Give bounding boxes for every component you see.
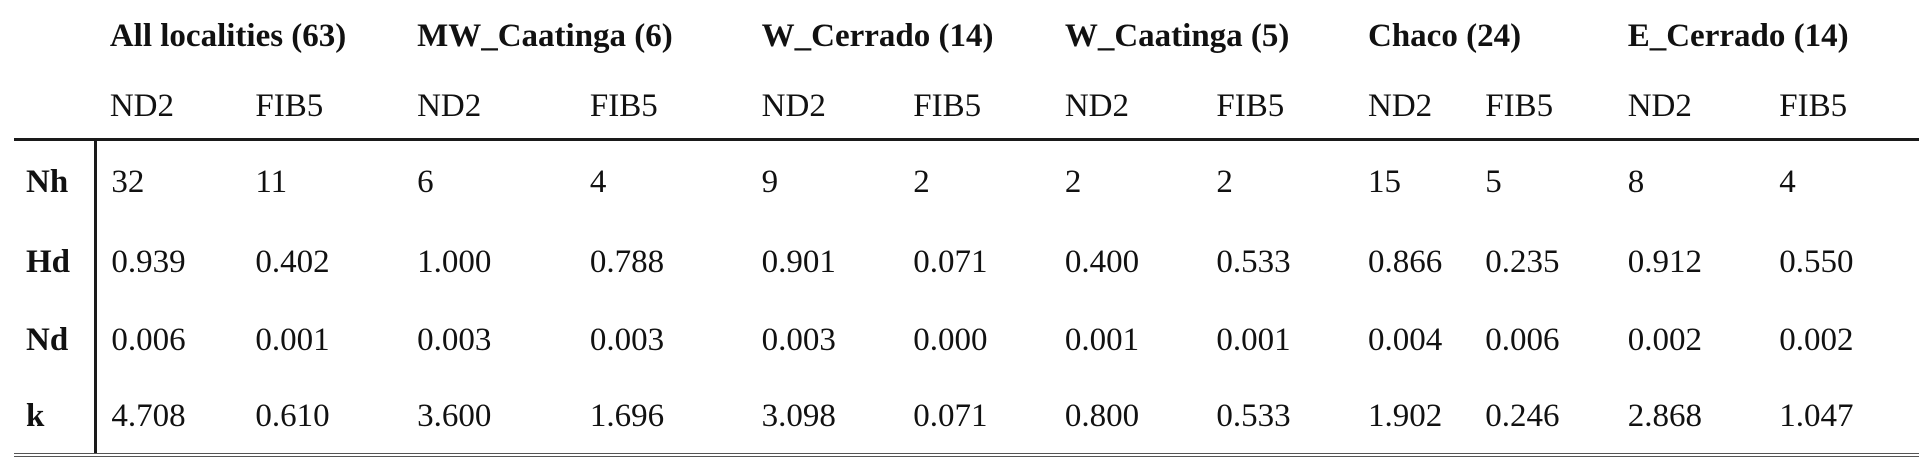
table-cell: 32	[111, 163, 145, 200]
column-header: ND2	[403, 70, 576, 140]
gene-header-row	[14, 70, 1919, 140]
table-cell: 3.600	[403, 379, 576, 455]
table-row	[14, 379, 1919, 455]
table-cell: 0.071	[899, 379, 1051, 455]
table-cell: 0.550	[1779, 243, 1854, 280]
table-cell: 0.000	[913, 321, 988, 358]
table-cell: 2	[1216, 163, 1233, 200]
table-cell: 0.001	[1216, 321, 1291, 358]
haplotype-diversity-table-container	[14, 0, 1919, 449]
table-cell: 0.003	[761, 321, 836, 358]
table-cell: 4	[589, 163, 607, 200]
table-cell: 0.788	[589, 243, 665, 280]
table-cell: 0.939	[111, 243, 186, 280]
table-cell: 0.006	[1485, 321, 1560, 358]
row-label: Nh	[14, 140, 96, 224]
corner-cell	[14, 70, 96, 140]
table-row	[14, 301, 1919, 379]
table-cell: 1.000	[417, 243, 492, 280]
table-cell: 6	[417, 163, 434, 200]
row-label: Hd	[14, 223, 96, 301]
group-header: MW_Caatinga (6)	[417, 17, 673, 54]
column-header: ND2	[1051, 70, 1203, 140]
table-cell: 15	[1368, 163, 1401, 200]
column-header: ND2	[96, 70, 242, 140]
group-header: All localities (63)	[109, 17, 347, 54]
column-header: ND2	[1614, 70, 1766, 140]
column-header: FIB5	[241, 70, 403, 140]
table-cell: 1.047	[1765, 379, 1919, 455]
table-cell: 0.533	[1202, 379, 1354, 455]
table-cell: 0.004	[1368, 321, 1443, 358]
table-cell: 0.610	[241, 379, 403, 455]
table-cell: 0.533	[1216, 243, 1291, 280]
table-cell: 0.866	[1368, 243, 1443, 280]
column-header: FIB5	[1471, 70, 1613, 140]
table-row	[14, 223, 1919, 301]
table-cell: 0.002	[1627, 321, 1702, 358]
corner-cell	[14, 0, 96, 70]
table-cell: 0.235	[1485, 243, 1560, 280]
group-header: W_Cerrado (14)	[761, 17, 994, 54]
table-cell: 9	[761, 163, 779, 200]
table-cell: 0.901	[761, 243, 836, 280]
table-cell: 5	[1485, 163, 1502, 200]
table-cell: 8	[1627, 163, 1645, 200]
column-header: ND2	[748, 70, 900, 140]
table-cell: 1.902	[1354, 379, 1471, 455]
table-cell: 0.002	[1779, 321, 1854, 358]
column-header: FIB5	[899, 70, 1051, 140]
column-header: FIB5	[1765, 70, 1919, 140]
column-header: ND2	[1354, 70, 1471, 140]
table-cell: 0.001	[1064, 321, 1140, 358]
column-header: FIB5	[576, 70, 748, 140]
table-cell: 2.868	[1614, 379, 1766, 455]
table-cell: 0.006	[111, 321, 186, 358]
row-label: k	[14, 379, 96, 455]
table-cell: 0.402	[255, 243, 330, 280]
table-cell: 2	[913, 163, 930, 200]
table-cell: 11	[255, 163, 288, 200]
table-row	[14, 140, 1919, 224]
table-cell: 2	[1064, 163, 1082, 200]
group-header: Chaco (24)	[1368, 17, 1522, 54]
table-cell: 0.912	[1627, 243, 1702, 280]
table-cell: 0.246	[1471, 379, 1613, 455]
table-cell: 3.098	[748, 379, 900, 455]
table-cell: 0.400	[1064, 243, 1140, 280]
haplotype-diversity-table	[14, 0, 1919, 457]
group-header: W_Caatinga (5)	[1064, 17, 1290, 54]
table-cell: 0.800	[1051, 379, 1203, 455]
group-header: E_Cerrado (14)	[1627, 17, 1849, 54]
table-cell: 1.696	[576, 379, 748, 455]
table-cell: 4	[1779, 163, 1796, 200]
row-label: Nd	[14, 301, 96, 379]
group-header-row	[14, 0, 1919, 70]
table-cell: 0.001	[255, 321, 330, 358]
table-cell: 4.708	[96, 379, 242, 455]
table-cell: 0.071	[913, 243, 988, 280]
table-cell: 0.003	[417, 321, 492, 358]
column-header: FIB5	[1202, 70, 1354, 140]
table-cell: 0.003	[589, 321, 665, 358]
